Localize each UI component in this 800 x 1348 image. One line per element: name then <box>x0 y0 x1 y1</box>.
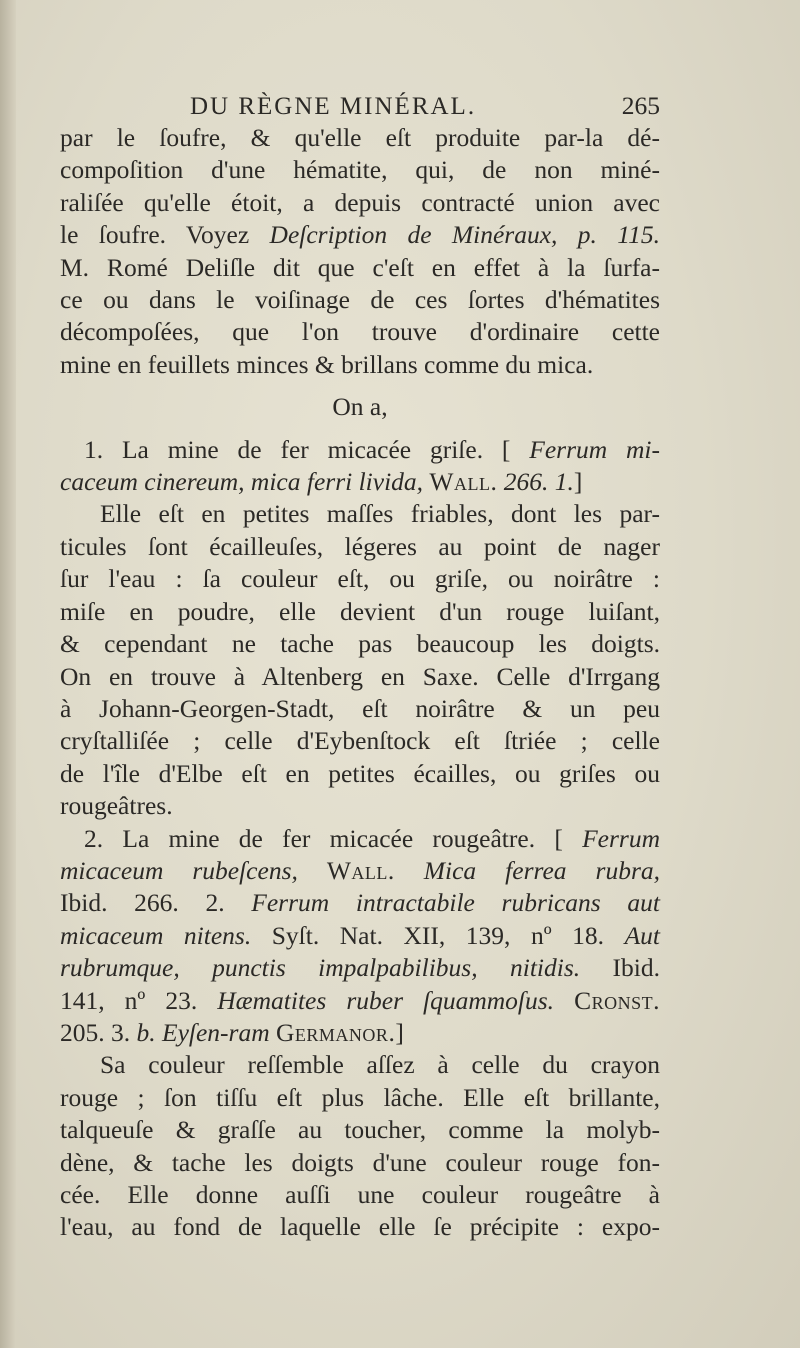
text-line: rouge ; ſon tiſſu eſt plus lâche. Elle eſt brillante, <box>60 1082 660 1112</box>
text-line: Sa couleur reſſemble aſſez à celle du crayon <box>100 1050 660 1080</box>
text-fragment: 1. La mine de fer micacée griſe. [ <box>84 434 511 464</box>
text-line: mine en feuillets minces & brillans comme du mica. <box>60 349 594 379</box>
entry-2-synonym <box>60 855 660 887</box>
running-header <box>60 90 660 122</box>
text-fragment: le ſoufre. Voyez <box>60 220 270 250</box>
author-name: Cronst. <box>574 985 660 1015</box>
text-line: ticules ſont écailleuſes, légeres au point de nager <box>60 531 660 561</box>
text-line: & cependant ne tache pas beaucoup les doigts. <box>60 629 660 659</box>
text-line: On en trouve à Altenberg en Saxe. Celle d'Irrgang <box>60 661 660 691</box>
text-line: miſe en poudre, elle devient d'un rouge luiſant, <box>60 596 660 626</box>
latin-name: Ferrum <box>582 823 661 853</box>
latin-name: Aut <box>624 920 660 950</box>
text-line: raliſée qu'elle étoit, a depuis contracté union avec <box>60 187 660 217</box>
entry-2-synonym <box>60 887 660 919</box>
latin-name: micaceum nitens. <box>60 920 252 950</box>
text-line: par le ſoufre, & qu'elle eſt produite par-la dé- <box>60 123 660 152</box>
text-line: talqueuſe & graſſe au toucher, comme la molyb- <box>60 1115 660 1145</box>
text-line: ce ou dans le voiſinage de ces ſortes d'hématites <box>60 285 660 315</box>
entry-1-synonym <box>60 466 660 498</box>
entry-2-synonym <box>60 1017 660 1049</box>
entry-2-title <box>60 823 660 855</box>
entry-2-synonym <box>60 920 660 952</box>
latin-name: Mica ferrea rubra, <box>394 855 660 885</box>
reference-number: 141, nº 23. <box>60 985 218 1015</box>
bracket: ] <box>395 1017 404 1047</box>
page-text <box>60 90 660 1244</box>
text-line: ſur l'eau : ſa couleur eſt, ou griſe, ou noirâtre : <box>60 564 660 594</box>
reference-number: Ibid. 266. 2. <box>60 888 252 918</box>
text-fragment: 2. La mine de fer micacée rougeâtre. [ <box>84 823 563 853</box>
text-line: l'eau, au fond de laquelle elle ſe précipite : expo- <box>60 1212 660 1242</box>
text-line: décompoſées, que l'on trouve d'ordinaire cette <box>60 317 660 347</box>
author-name: Wall. <box>326 855 395 885</box>
reference-number: Syſt. Nat. XII, 139, nº 18. <box>251 920 625 950</box>
page-gutter-shadow <box>0 0 16 1348</box>
entry-2-synonym <box>60 952 660 984</box>
reference-italic: Deſcription de Minéraux, p. 115. <box>269 220 660 250</box>
text-line: rougeâtres. <box>60 791 173 821</box>
entry-1-title <box>60 434 660 466</box>
text-line: compoſition d'une hématite, qui, de non miné- <box>60 155 660 185</box>
reference-number: Ibid. <box>580 953 660 983</box>
section-subheading: On a, <box>332 392 388 422</box>
latin-name: Hæmatites ruber ſquammoſus. <box>217 985 575 1015</box>
text-line-with-reference <box>60 219 660 251</box>
page-number: 265 <box>621 91 660 120</box>
text-line: cryſtalliſée ; celle d'Eybenſtock eſt ſtriée ; celle <box>60 726 660 756</box>
text-line: Elle eſt en petites maſſes friables, dont les par- <box>100 499 660 529</box>
text-line: à Johann-Georgen-Stadt, eſt noirâtre & un peu <box>60 693 660 723</box>
text-line: M. Romé Deliſle dit que c'eſt en effet à la ſurfa- <box>60 252 660 282</box>
latin-name: caceum cinereum, mica ferri livida, <box>60 467 430 497</box>
latin-name: Ferrum intractabile rubricans aut <box>251 888 661 918</box>
text-line: dène, & tache les doigts d'une couleur rouge fon- <box>60 1147 660 1177</box>
reference-number: 205. 3. <box>60 1017 137 1047</box>
author-name: Wall. <box>429 467 498 497</box>
latin-name: b. Eyſen-ram <box>136 1017 277 1047</box>
entry-2-synonym <box>60 985 660 1017</box>
running-title: DU RÈGNE MINÉRAL. <box>190 93 477 120</box>
bracket: ] <box>573 467 583 497</box>
latin-name: rubrumque, punctis impalpabilibus, nitidis. <box>60 953 581 983</box>
author-name: Germanor. <box>276 1017 396 1047</box>
reference-number: 266. 1. <box>497 467 574 497</box>
latin-name: Ferrum mi- <box>529 434 661 464</box>
text-line: de l'île d'Elbe eſt en petites écailles, ou griſes ou <box>60 758 660 788</box>
latin-name: micaceum rubeſcens, <box>60 855 327 885</box>
text-line: cée. Elle donne auſſi une couleur rougeâtre à <box>60 1180 660 1209</box>
